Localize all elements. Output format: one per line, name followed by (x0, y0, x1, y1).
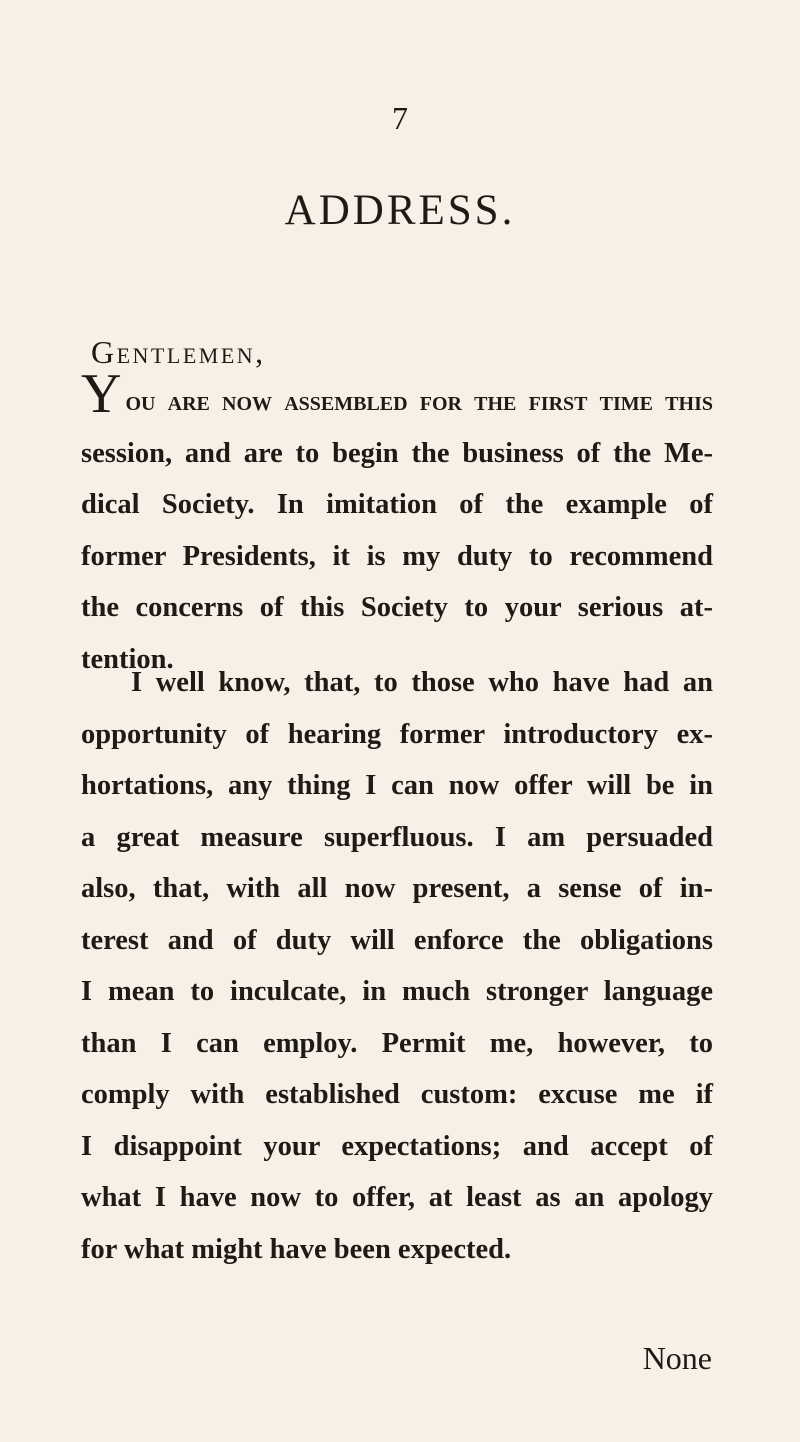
paragraph-line: than I can employ. Permit me, however, to (81, 1027, 713, 1059)
paragraph-line: terest and of duty will enforce the obligations (81, 924, 713, 956)
salutation: Gentlemen, (91, 334, 266, 370)
paragraph-line: I mean to inculcate, in much stronger language (81, 976, 713, 1007)
paragraph-1 (81, 363, 713, 685)
page-number: 7 (392, 100, 408, 136)
paragraph-2 (81, 657, 713, 1275)
paragraph-line: comply with established custom: excuse me if (81, 1079, 713, 1110)
paragraph-line (81, 363, 713, 428)
paragraph-line: a great measure superfluous. I am persuaded (81, 821, 713, 853)
catchword: None (642, 1340, 712, 1376)
paragraph-line: I well know, that, to those who have had an (131, 667, 713, 698)
paragraph-line: the concerns of this Society to your serious at- (81, 592, 713, 623)
first-line-text: ou are now assembled for the first time this (125, 386, 713, 417)
paragraph-line: I disappoint your expectations; and accept of (81, 1130, 713, 1162)
paragraph-line: dical Society. In imitation of the example of (81, 489, 713, 520)
paragraph-line: also, that, with all now present, a sense of in- (81, 873, 713, 904)
paragraph-line: hortations, any thing I can now offer will be in (81, 770, 713, 801)
paragraph-line: what I have now to offer, at least as an apology (81, 1182, 713, 1213)
paragraph-line: session, and are to begin the business of the Me- (81, 437, 713, 469)
paragraph-line: former Presidents, it is my duty to recommend (81, 540, 713, 572)
paragraph-line: for what might have been expected. (81, 1233, 512, 1265)
drop-cap: Y (81, 363, 122, 425)
paragraph-line: opportunity of hearing former introductory ex- (81, 718, 713, 750)
page-title: ADDRESS. (284, 187, 516, 234)
paragraph-line: tention. (81, 643, 174, 675)
